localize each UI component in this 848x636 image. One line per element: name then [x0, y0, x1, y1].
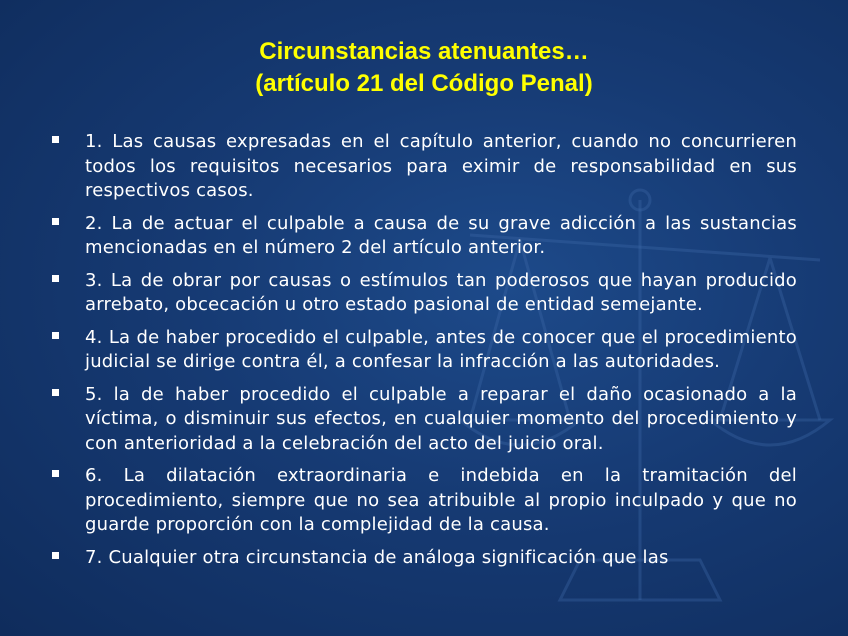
list-item [52, 546, 797, 571]
list-item [52, 383, 797, 457]
list-item-text: 5. la de haber procedido el culpable a reparar el daño ocasionado a la víctima, o disminuir sus efectos, en cualquier momento del procedimiento y con anterioridad a la celebración del acto del juicio oral. [85, 383, 797, 454]
list-item [52, 130, 797, 204]
list-item [52, 326, 797, 375]
bullet-icon [52, 218, 59, 225]
list-item [52, 212, 797, 261]
list-item-text: 1. Las causas expresadas en el capítulo anterior, cuando no concurrieren todos los requisitos necesarios para eximir de responsabilidad en sus respectivos casos. [85, 131, 797, 201]
title-line-1: Circunstancias atenuantes… [259, 38, 589, 65]
list-item-text: 7. Cualquier otra circunstancia de análoga significación que las [85, 546, 669, 568]
bullet-icon [52, 332, 59, 339]
list-item-text: 6. La dilatación extraordinaria e indebida en la tramitación del procedimiento, siempre que no sea atribuible al propio inculpado y que no guarde proporción con la complejidad de la causa. [85, 465, 797, 535]
bullet-icon [52, 136, 59, 143]
bullet-icon [52, 275, 59, 282]
list-item-text: 4. La de haber procedido el culpable, antes de conocer que el procedimiento judicial se dirige contra él, a confesar la infracción a las autoridades. [85, 326, 797, 372]
bullet-icon [52, 552, 59, 559]
bullet-list [52, 130, 797, 578]
title-line-2: (artículo 21 del Código Penal) [255, 70, 593, 97]
bullet-icon [52, 389, 59, 396]
bullet-icon [52, 470, 59, 477]
slide-title [0, 36, 848, 100]
list-item-text: 3. La de obrar por causas o estímulos tan poderosos que hayan producido arrebato, obcecación u otro estado pasional de entidad semejante. [85, 269, 797, 315]
list-item-text: 2. La de actuar el culpable a causa de su grave adicción a las sustancias mencionadas en el número 2 del artículo anterior. [85, 212, 797, 258]
list-item [52, 464, 797, 538]
list-item [52, 269, 797, 318]
